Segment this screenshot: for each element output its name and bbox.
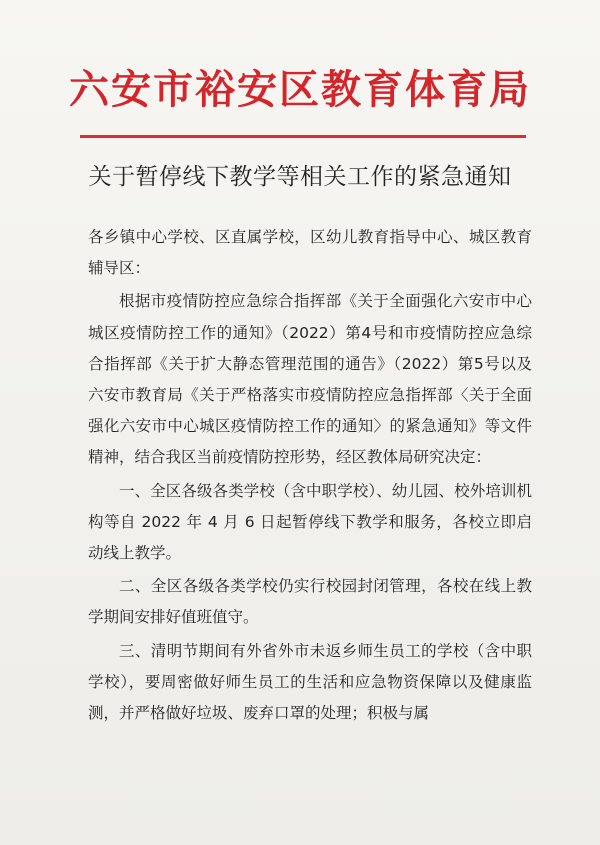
paragraph-item-1: 一、全区各级各类学校（含中职学校）、幼儿园、校外培训机构等自 2022 年 4 月 6 日起暂停线下教学和服务，各校立即启动线上教学。 — [88, 481, 532, 563]
paragraph-item-2: 二、全区各级各类学校仍实行校园封闭管理，各校在线上教学期间安排好值班值守。 — [88, 577, 532, 627]
issuing-authority-header: 六安市裕安区教育体育局 — [69, 66, 531, 113]
paragraph-preamble: 根据市疫情防控应急综合指挥部《关于全面强化六安市中心城区疫情防控工作的通知》（2022）第4号和市疫情防控应急综合指挥部《关于扩大静态管理范围的通告》（2022）第5号以及六安市教育局《关于严格落实市疫情防控应急指挥部〈关于全面强化六安市中心城区疫情防控工作的通知〉的紧急通知》等文件精神，结合我区当前疫情防控形势，经区教体局研究决定： — [88, 292, 532, 467]
document-title: 关于暂停线下教学等相关工作的紧急通知 — [88, 164, 512, 190]
red-divider-line — [80, 135, 526, 138]
addressee-line: 各乡镇中心学校、区直属学校，区幼儿教育指导中心、城区教育辅导区： — [88, 228, 532, 278]
paragraph-item-3: 三、清明节期间有外省外市未返乡师生员工的学校（含中职学校），要周密做好师生员工的生活和应急物资保障以及健康监测，并严格做好垃圾、废弃口罩的处理；积极与属 — [88, 641, 532, 723]
document-body — [88, 222, 532, 729]
